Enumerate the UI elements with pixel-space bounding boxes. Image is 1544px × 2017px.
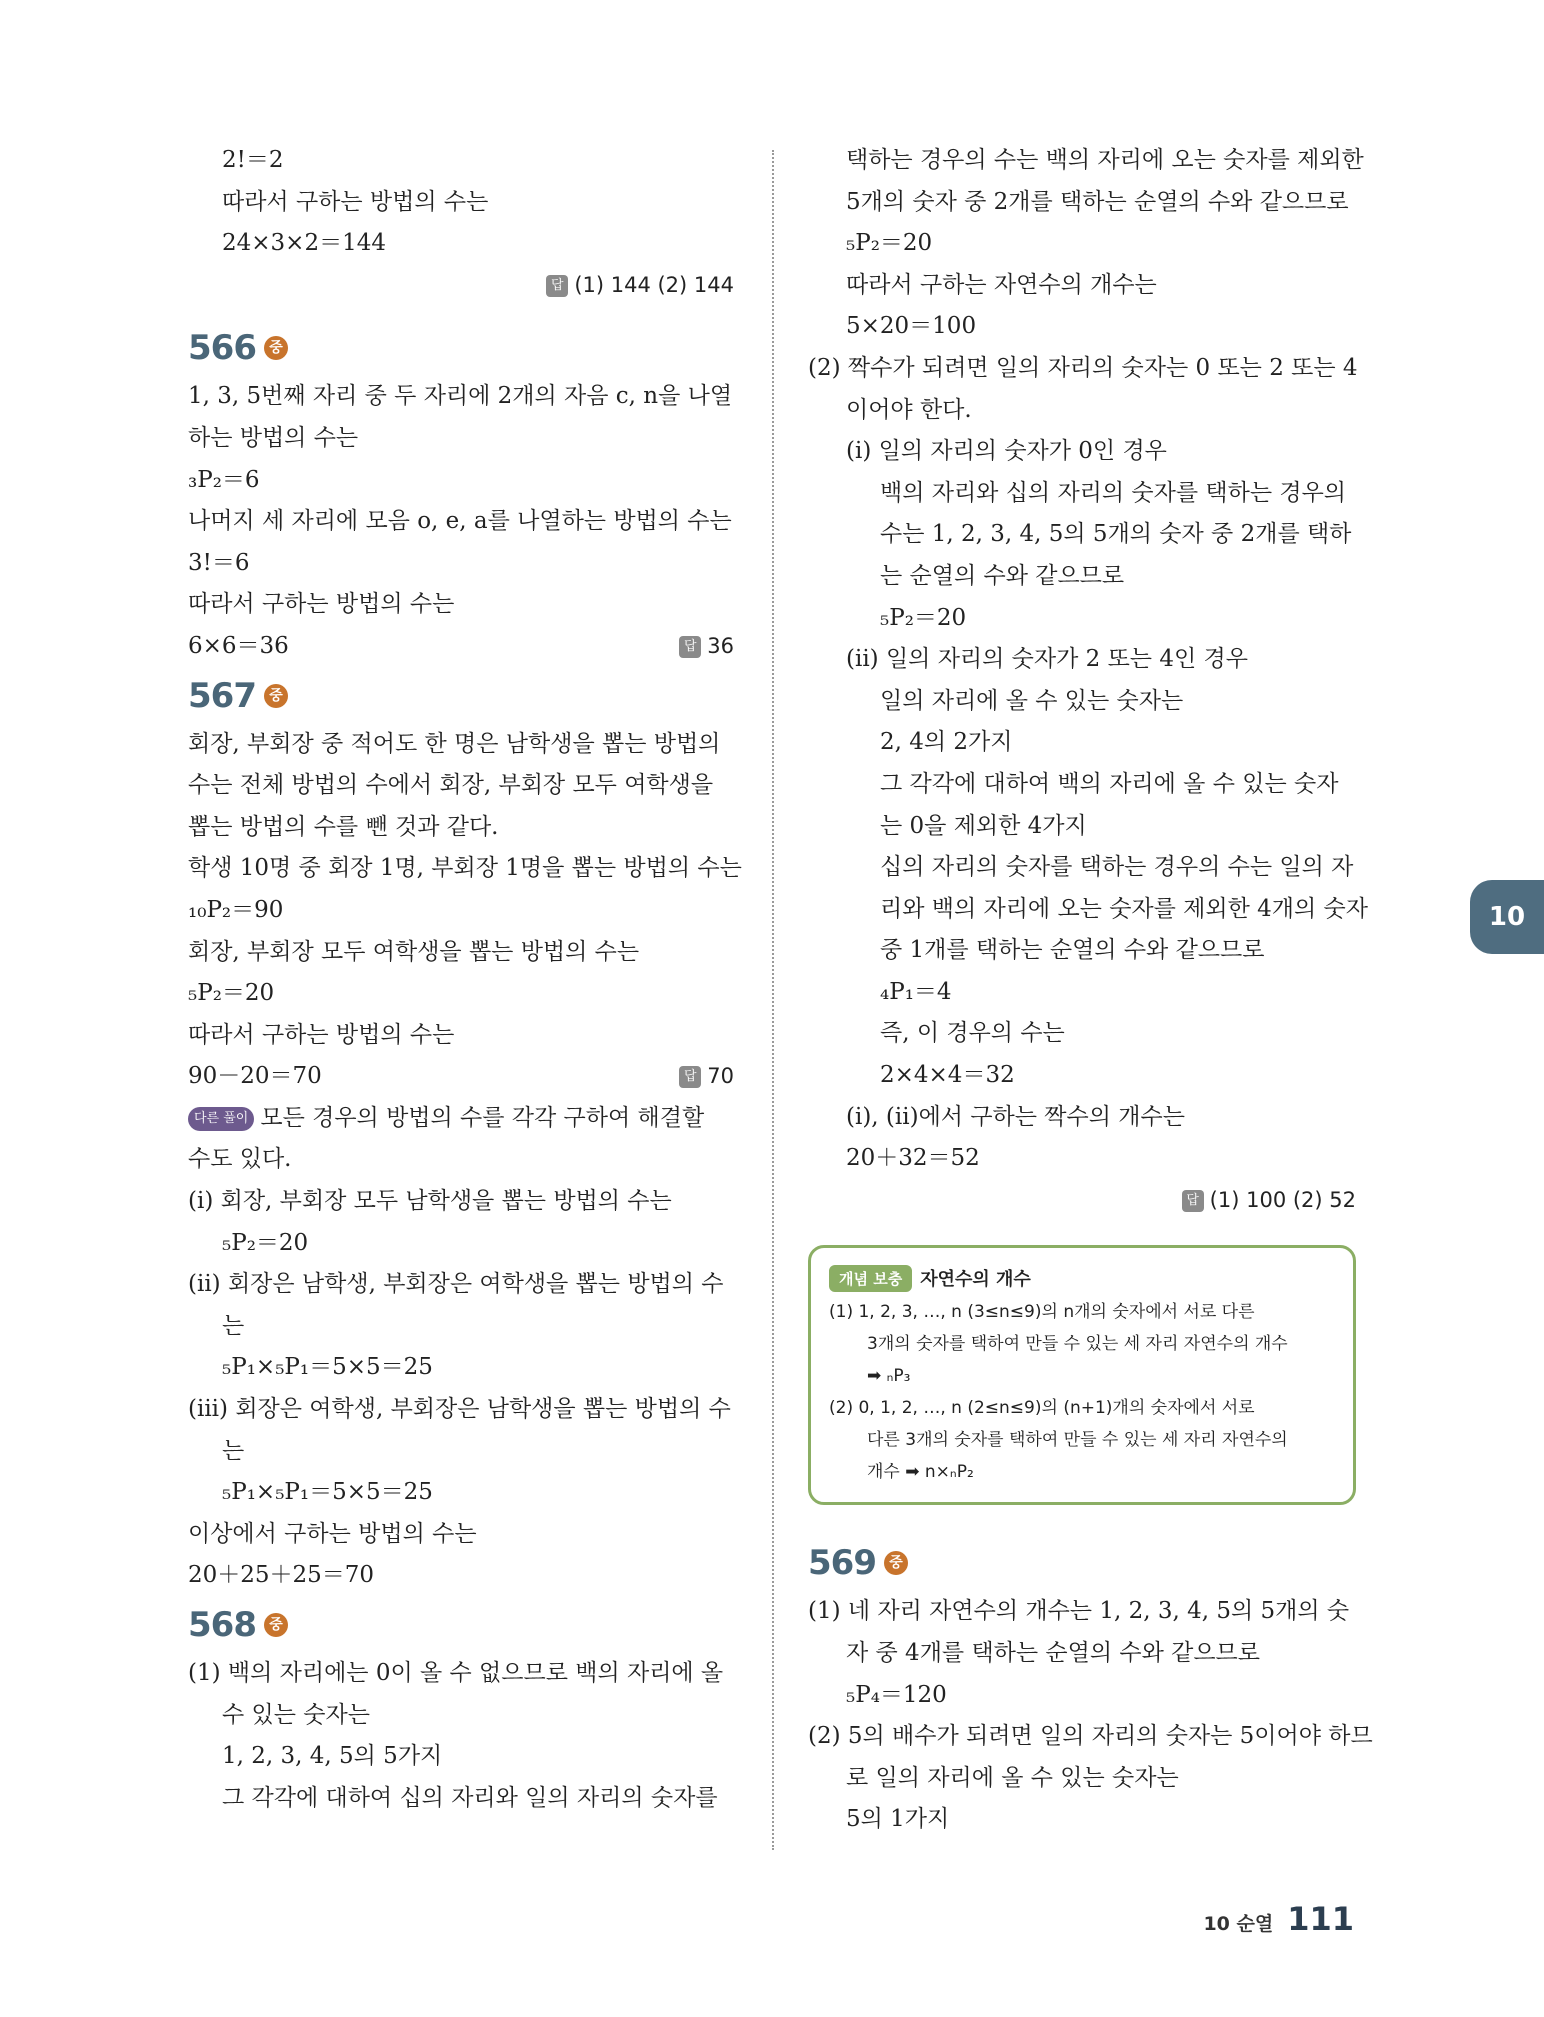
line-text: 회장, 부회장 중 적어도 한 명은 남학생을 뽑는 방법의 xyxy=(188,730,721,757)
inline-answer xyxy=(679,1056,734,1098)
line-text: 일의 자리에 올 수 있는 숫자는 xyxy=(880,687,1184,714)
line-text: (2) 짝수가 되려면 일의 자리의 숫자는 0 또는 2 또는 4 xyxy=(808,354,1358,381)
line-text: 5×20＝100 xyxy=(846,313,977,340)
solution-line xyxy=(188,140,734,182)
answer-icon: 답 xyxy=(679,1066,701,1088)
line-text: (1) 네 자리 자연수의 개수는 1, 2, 3, 4, 5의 5개의 숫 xyxy=(808,1598,1350,1625)
line-text: 는 xyxy=(222,1437,245,1464)
solution-line xyxy=(188,807,734,849)
solution-line xyxy=(188,501,734,543)
solution-line xyxy=(808,1055,1356,1097)
chapter-side-tab[interactable] xyxy=(1470,880,1544,954)
line-text: ₅P₄＝120 xyxy=(846,1681,947,1708)
line-text: 는 xyxy=(222,1312,245,1339)
line-text: 리와 백의 자리에 오는 숫자를 제외한 4개의 숫자 xyxy=(880,895,1368,922)
line-text: 2×4×4＝32 xyxy=(880,1062,1015,1089)
solution-line xyxy=(188,1695,734,1737)
line-text: (1) 백의 자리에는 0이 올 수 없으므로 백의 자리에 올 xyxy=(188,1660,724,1686)
solution-line xyxy=(188,1653,734,1695)
difficulty-icon: 중 xyxy=(264,684,288,708)
solution-line xyxy=(808,390,1356,432)
solution-line xyxy=(188,1347,734,1389)
concept-line: 3개의 숫자를 택하여 만들 수 있는 세 자리 자연수의 개수 xyxy=(867,1334,1288,1355)
solution-line xyxy=(808,1675,1356,1717)
solution-line xyxy=(188,1778,734,1820)
solution-line xyxy=(808,556,1356,598)
line-text: 십의 자리의 숫자를 택하는 경우의 수는 일의 자 xyxy=(880,854,1354,881)
concept-line: (1) 1, 2, 3, …, n (3≤n≤9)의 n개의 숫자에서 서로 다른 xyxy=(829,1302,1255,1323)
line-text: ₅P₁×₅P₁＝5×5＝25 xyxy=(222,1354,433,1381)
line-text: 2!＝2 xyxy=(222,147,284,173)
problem-number: 567 xyxy=(188,675,256,716)
solution-line xyxy=(188,223,734,265)
line-text: 3!＝6 xyxy=(188,549,250,576)
solution-line xyxy=(808,306,1356,348)
line-text: 5의 1가지 xyxy=(846,1806,950,1833)
difficulty-icon: 중 xyxy=(884,1551,908,1575)
line-text: ₅P₂＝20 xyxy=(880,604,967,631)
line-text: (ii) 회장은 남학생, 부회장은 여학생을 뽑는 방법의 수 xyxy=(188,1271,724,1298)
solution-line xyxy=(188,765,734,807)
line-text: 따라서 구하는 자연수의 개수는 xyxy=(846,271,1157,298)
page-number: 111 xyxy=(1287,1900,1354,1938)
answer-line xyxy=(188,265,734,307)
concept-line: ➡ ₙP₃ xyxy=(867,1366,911,1387)
solution-line xyxy=(808,431,1356,473)
solution-line xyxy=(808,514,1356,556)
line-text: ₅P₂＝20 xyxy=(222,1229,309,1256)
line-text: 수 있는 숫자는 xyxy=(222,1701,370,1728)
chapter-tab-label: 10 xyxy=(1488,902,1526,932)
inline-answer xyxy=(679,626,734,668)
line-text: 는 순열의 수와 같으므로 xyxy=(880,562,1125,589)
solution-line xyxy=(188,848,742,890)
solution-line xyxy=(188,890,734,932)
problem-heading xyxy=(188,320,734,376)
solution-line xyxy=(808,806,1356,848)
solution-line xyxy=(188,418,734,460)
solution-line xyxy=(808,764,1356,806)
solution-line xyxy=(188,626,734,668)
spacer xyxy=(188,306,734,320)
line-text: 백의 자리와 십의 자리의 숫자를 택하는 경우의 xyxy=(880,479,1347,506)
line-text: 이상에서 구하는 방법의 수는 xyxy=(188,1520,477,1547)
solution-line xyxy=(808,348,1356,390)
difficulty-icon: 중 xyxy=(264,1613,288,1637)
line-text: 택하는 경우의 수는 백의 자리에 오는 숫자를 제외한 xyxy=(846,147,1364,173)
line-text: 수는 1, 2, 3, 4, 5의 5개의 숫자 중 2개를 택하 xyxy=(880,521,1352,548)
answer-value: (1) 100 (2) 52 xyxy=(1209,1187,1356,1212)
solution-line xyxy=(808,1591,1356,1633)
solution-line xyxy=(808,889,1368,931)
line-text: ₁₀P₂＝90 xyxy=(188,896,284,923)
solution-line xyxy=(808,1758,1356,1800)
line-text: 이어야 한다. xyxy=(846,396,972,423)
line-text: ₃P₂＝6 xyxy=(188,466,260,493)
line-text: 학생 10명 중 회장 1명, 부회장 1명을 뽑는 방법의 수는 xyxy=(188,855,742,882)
line-text: 90－20＝70 xyxy=(188,1063,322,1090)
solution-line xyxy=(188,1223,734,1265)
solution-line xyxy=(808,1138,1356,1180)
line-text: 나머지 세 자리에 모음 o, e, a를 나열하는 방법의 수는 xyxy=(188,508,732,535)
line-text: ₅P₂＝20 xyxy=(846,230,933,257)
left-column xyxy=(188,140,742,1819)
solution-line xyxy=(808,972,1356,1014)
problem-heading xyxy=(188,668,734,724)
solution-line xyxy=(188,460,734,502)
solution-line xyxy=(188,1098,734,1140)
concept-title: 자연수의 개수 xyxy=(920,1269,1031,1291)
line-text: (i), (ii)에서 구하는 짝수의 개수는 xyxy=(846,1103,1185,1130)
solution-line xyxy=(188,1431,734,1473)
line-text: ₄P₁＝4 xyxy=(880,978,952,1005)
solution-line xyxy=(808,1097,1356,1139)
solution-line xyxy=(188,543,734,585)
line-text: 그 각각에 대하여 백의 자리에 올 수 있는 숫자 xyxy=(880,770,1339,797)
solution-line xyxy=(808,722,1356,764)
solution-line xyxy=(188,1264,734,1306)
concept-header xyxy=(829,1260,1339,1296)
line-text: 20＋25＋25＝70 xyxy=(188,1562,375,1589)
solution-line xyxy=(188,932,734,974)
solution-line xyxy=(188,584,734,626)
solution-line xyxy=(188,182,734,224)
line-text: (2) 5의 배수가 되려면 일의 자리의 숫자는 5이어야 하므 xyxy=(808,1723,1373,1750)
spacer xyxy=(808,1221,1356,1235)
line-text: 회장, 부회장 모두 여학생을 뽑는 방법의 수는 xyxy=(188,938,640,965)
line-text: 로 일의 자리에 올 수 있는 숫자는 xyxy=(846,1764,1179,1791)
line-text: ₅P₁×₅P₁＝5×5＝25 xyxy=(222,1479,433,1506)
solution-line xyxy=(188,724,734,766)
solution-line xyxy=(188,1056,734,1098)
solution-line xyxy=(188,1181,734,1223)
line-text: 자 중 4개를 택하는 순열의 수와 같으므로 xyxy=(846,1640,1260,1667)
solution-line xyxy=(188,1514,734,1556)
concept-line: 다른 3개의 숫자를 택하여 만들 수 있는 세 자리 자연수의 xyxy=(867,1430,1288,1451)
line-text: (i) 회장, 부회장 모두 남학생을 뽑는 방법의 수는 xyxy=(188,1188,672,1215)
solution-line xyxy=(808,265,1356,307)
line-text: 6×6＝36 xyxy=(188,632,289,659)
solution-line xyxy=(808,1013,1356,1055)
line-text: 모든 경우의 방법의 수를 각각 구하여 해결할 xyxy=(260,1104,705,1131)
solution-line xyxy=(808,598,1356,640)
answer-value: 70 xyxy=(707,1064,734,1089)
solution-line xyxy=(808,140,1364,182)
difficulty-icon: 중 xyxy=(264,336,288,360)
answer-line xyxy=(808,1180,1356,1222)
solution-line xyxy=(808,639,1356,681)
right-column xyxy=(808,140,1373,1841)
solution-line xyxy=(808,681,1356,723)
line-text: 5개의 숫자 중 2개를 택하는 순열의 수와 같으므로 xyxy=(846,188,1349,215)
line-text: ₅P₂＝20 xyxy=(188,980,275,1007)
concept-box xyxy=(808,1245,1356,1505)
solution-line xyxy=(808,223,1356,265)
line-text: 는 0을 제외한 4가지 xyxy=(880,812,1087,839)
page-footer xyxy=(1203,1900,1354,1938)
problem-number: 569 xyxy=(808,1543,876,1584)
line-text: 중 1개를 택하는 순열의 수와 같으므로 xyxy=(880,937,1265,964)
line-text: 1, 2, 3, 4, 5의 5가지 xyxy=(222,1743,443,1770)
solution-line xyxy=(808,1633,1356,1675)
solution-line xyxy=(808,1716,1373,1758)
line-text: 수는 전체 방법의 수에서 회장, 부회장 모두 여학생을 xyxy=(188,772,714,799)
solution-line xyxy=(188,1736,734,1778)
alt-solution-badge: 다른 풀이 xyxy=(188,1107,254,1131)
column-divider xyxy=(772,150,774,1850)
answer-value: (1) 144 (2) 144 xyxy=(574,272,734,297)
solution-line xyxy=(188,973,734,1015)
line-text: 2, 4의 2가지 xyxy=(880,729,1013,756)
solution-line xyxy=(188,1472,734,1514)
solution-line xyxy=(188,1306,734,1348)
problem-number: 568 xyxy=(188,1605,256,1645)
line-text: 1, 3, 5번째 자리 중 두 자리에 2개의 자음 c, n을 나열 xyxy=(188,383,733,410)
line-text: 20＋32＝52 xyxy=(846,1145,980,1172)
solution-line xyxy=(188,1139,734,1181)
solution-line xyxy=(808,473,1356,515)
concept-line: (2) 0, 1, 2, …, n (2≤n≤9)의 (n+1)개의 숫자에서 서로 xyxy=(829,1398,1255,1419)
line-text: (iii) 회장은 여학생, 부회장은 남학생을 뽑는 방법의 수 xyxy=(188,1396,731,1423)
solution-line xyxy=(188,1389,734,1431)
solution-line xyxy=(188,1015,734,1057)
solution-line xyxy=(808,930,1356,972)
line-text: 따라서 구하는 방법의 수는 xyxy=(222,188,489,215)
problem-number: 566 xyxy=(188,328,256,369)
answer-icon: 답 xyxy=(546,275,568,297)
line-text: (ii) 일의 자리의 숫자가 2 또는 4인 경우 xyxy=(846,646,1248,673)
answer-value: 36 xyxy=(707,633,734,658)
line-text: 그 각각에 대하여 십의 자리와 일의 자리의 숫자를 xyxy=(222,1784,718,1811)
solution-line xyxy=(808,1799,1356,1841)
concept-tag: 개념 보충 xyxy=(829,1265,912,1292)
line-text: 하는 방법의 수는 xyxy=(188,424,359,451)
line-text: 뽑는 방법의 수를 뺀 것과 같다. xyxy=(188,813,499,840)
footer-chapter: 10 순열 xyxy=(1203,1913,1274,1935)
line-text: (i) 일의 자리의 숫자가 0인 경우 xyxy=(846,438,1167,465)
answer-icon: 답 xyxy=(679,636,701,658)
problem-heading xyxy=(808,1535,1356,1591)
line-text: 24×3×2＝144 xyxy=(222,230,386,257)
solution-line xyxy=(188,1555,734,1597)
solution-line xyxy=(808,182,1356,224)
line-text: 따라서 구하는 방법의 수는 xyxy=(188,591,455,618)
line-text: 수도 있다. xyxy=(188,1146,292,1173)
solution-line xyxy=(808,847,1356,889)
solution-line xyxy=(188,376,734,418)
line-text: 즉, 이 경우의 수는 xyxy=(880,1020,1065,1047)
line-text: 따라서 구하는 방법의 수는 xyxy=(188,1021,455,1048)
concept-line: 개수 ➡ n×ₙP₂ xyxy=(867,1462,974,1483)
problem-heading xyxy=(188,1597,734,1653)
answer-icon: 답 xyxy=(1182,1190,1204,1212)
